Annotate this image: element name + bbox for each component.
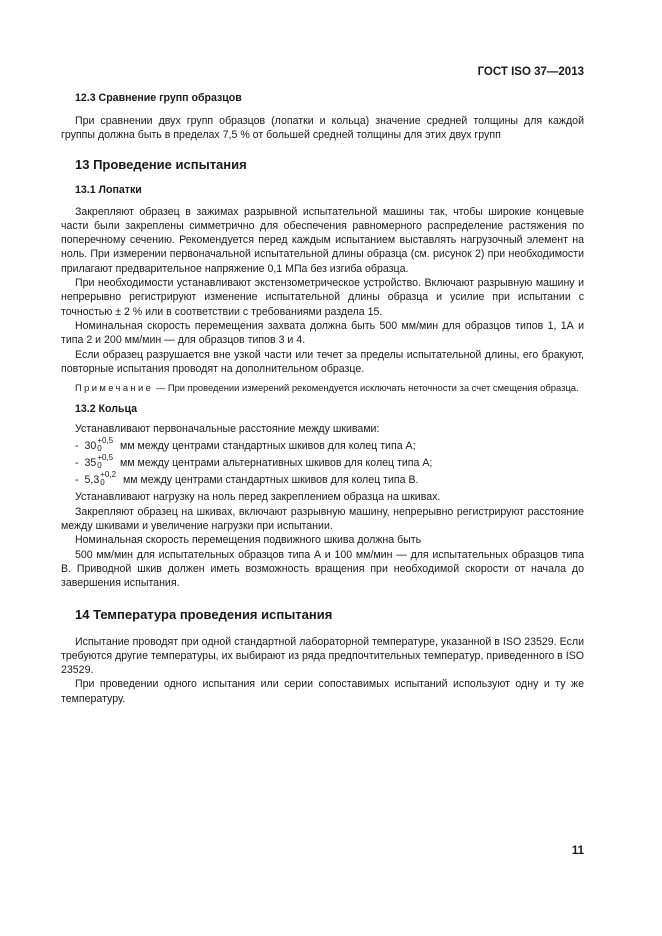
distance-value: 30 (84, 440, 97, 453)
distance-value: 35 (84, 457, 97, 470)
section-12-3-title: 12.3 Сравнение групп образцов (75, 92, 242, 104)
distance-text: мм между центрами стандартных шкивов для колец типа В. (122, 474, 419, 487)
distance-text: мм между центрами стандартных шкивов для колец типа А; (120, 440, 416, 453)
section-13-title: 13 Проведение испытания (75, 156, 247, 172)
section-14-para-2: При проведении одного испытания или серии сопоставимых испытаний используют одну и ту же температуру. (61, 678, 584, 705)
distance-text: мм между центрами альтернативных шкивов для колец типа А; (120, 457, 433, 470)
section-13-2-para-1: Устанавливают нагрузку на ноль перед закреплением образца на шкивах. (75, 491, 441, 504)
section-13-2-intro: Устанавливают первоначальные расстояние между шкивами: (75, 423, 380, 436)
section-13-2-para-2: Закрепляют образец на шкивах, включают разрывную машину, непрерывно регистрируют расстояние между шкивами и увеличение нагрузки при испытании. (61, 505, 584, 533)
distance-item: - 5,3 +0,2 0 мм между центрами стандартных шкивов для колец типа В. (75, 469, 419, 487)
note-label: Примечание (75, 382, 154, 394)
section-13-1-para-1: Закрепляют образец в зажимах разрывной испытательной машины так, чтобы широкие концевые части были закреплены симметрично для обеспечения равномерного распределение растяжения по поперечному сечению. Рекомендуется перед каждым испытанием выставлять нагрузочный элемент на ноль. При измерении первоначальной испытательной длины образца (см. рисунок 2) при необходимости прилагают предварительное напряжение 0,1 МПа без изгиба образца. (61, 205, 584, 275)
distance-item: - 30 +0,5 0 мм между центрами стандартных шкивов для колец типа А; (75, 435, 416, 453)
section-13-1-para-3: Номинальная скорость перемещения захвата должна быть 500 мм/мин для образцов типов 1, 1А и типа 2 и 200 мм/мин — для образцов типов 3 и 4. (61, 319, 584, 347)
tolerance: +0,2 0 (100, 469, 117, 487)
distance-item: - 35 +0,5 0 мм между центрами альтернативных шкивов для колец типа А; (75, 452, 433, 470)
section-13-2-title: 13.2 Кольца (75, 403, 138, 416)
section-13-1-para-4: Если образец разрушается вне узкой части или течет за пределы испытательной длины, его бракуют, повторные испытания проводят на дополнительном образце. (61, 348, 584, 375)
section-13-1-para-2: При необходимости устанавливают экстензометрическое устройство. Включают разрывную машину и непрерывно регистрируют изменение испытательной длины образца и усилие при испытании с точностью ± 2 % или в соответствии с требованиями раздела 15. (61, 277, 584, 318)
distance-value: 5,3 (84, 474, 100, 487)
section-13-2-para-3: Номинальная скорость перемещения подвижного шкива должна быть (75, 534, 422, 547)
section-13-1-title: 13.1 Лопатки (75, 183, 142, 196)
standard-code: ГОСТ ISO 37—2013 (477, 66, 584, 78)
tolerance: +0,5 0 (97, 452, 114, 470)
section-14-title: 14 Температура проведения испытания (75, 606, 333, 622)
note-text: — При проведении измерений рекомендуется исключать неточности за счет смещения образца. (153, 382, 579, 394)
section-13-2-para-4: 500 мм/мин для испытательных образцов типа А и 100 мм/мин — для испытательных образцов типа В. Приводной шкив должен иметь возможность вращения при необходимой скорости от начала до завершения испытания. (61, 548, 584, 590)
section-14-para-1: Испытание проводят при одной стандартной лабораторной температуре, указанной в ISO 23529. Если требуются другие температуры, их выбирают из ряда предпочтительных температур, приведенного в ISO 23529. (61, 635, 584, 677)
tolerance: +0,5 0 (97, 435, 114, 453)
page-content (61, 91, 584, 706)
page-number: 11 (571, 845, 584, 857)
note (61, 381, 584, 394)
section-12-3-text: При сравнении двух групп образцов (лопатки и кольца) значение средней толщины для каждой группы должна быть в пределах 7,5 % от большей средней толщины для этих двух групп (61, 115, 584, 142)
